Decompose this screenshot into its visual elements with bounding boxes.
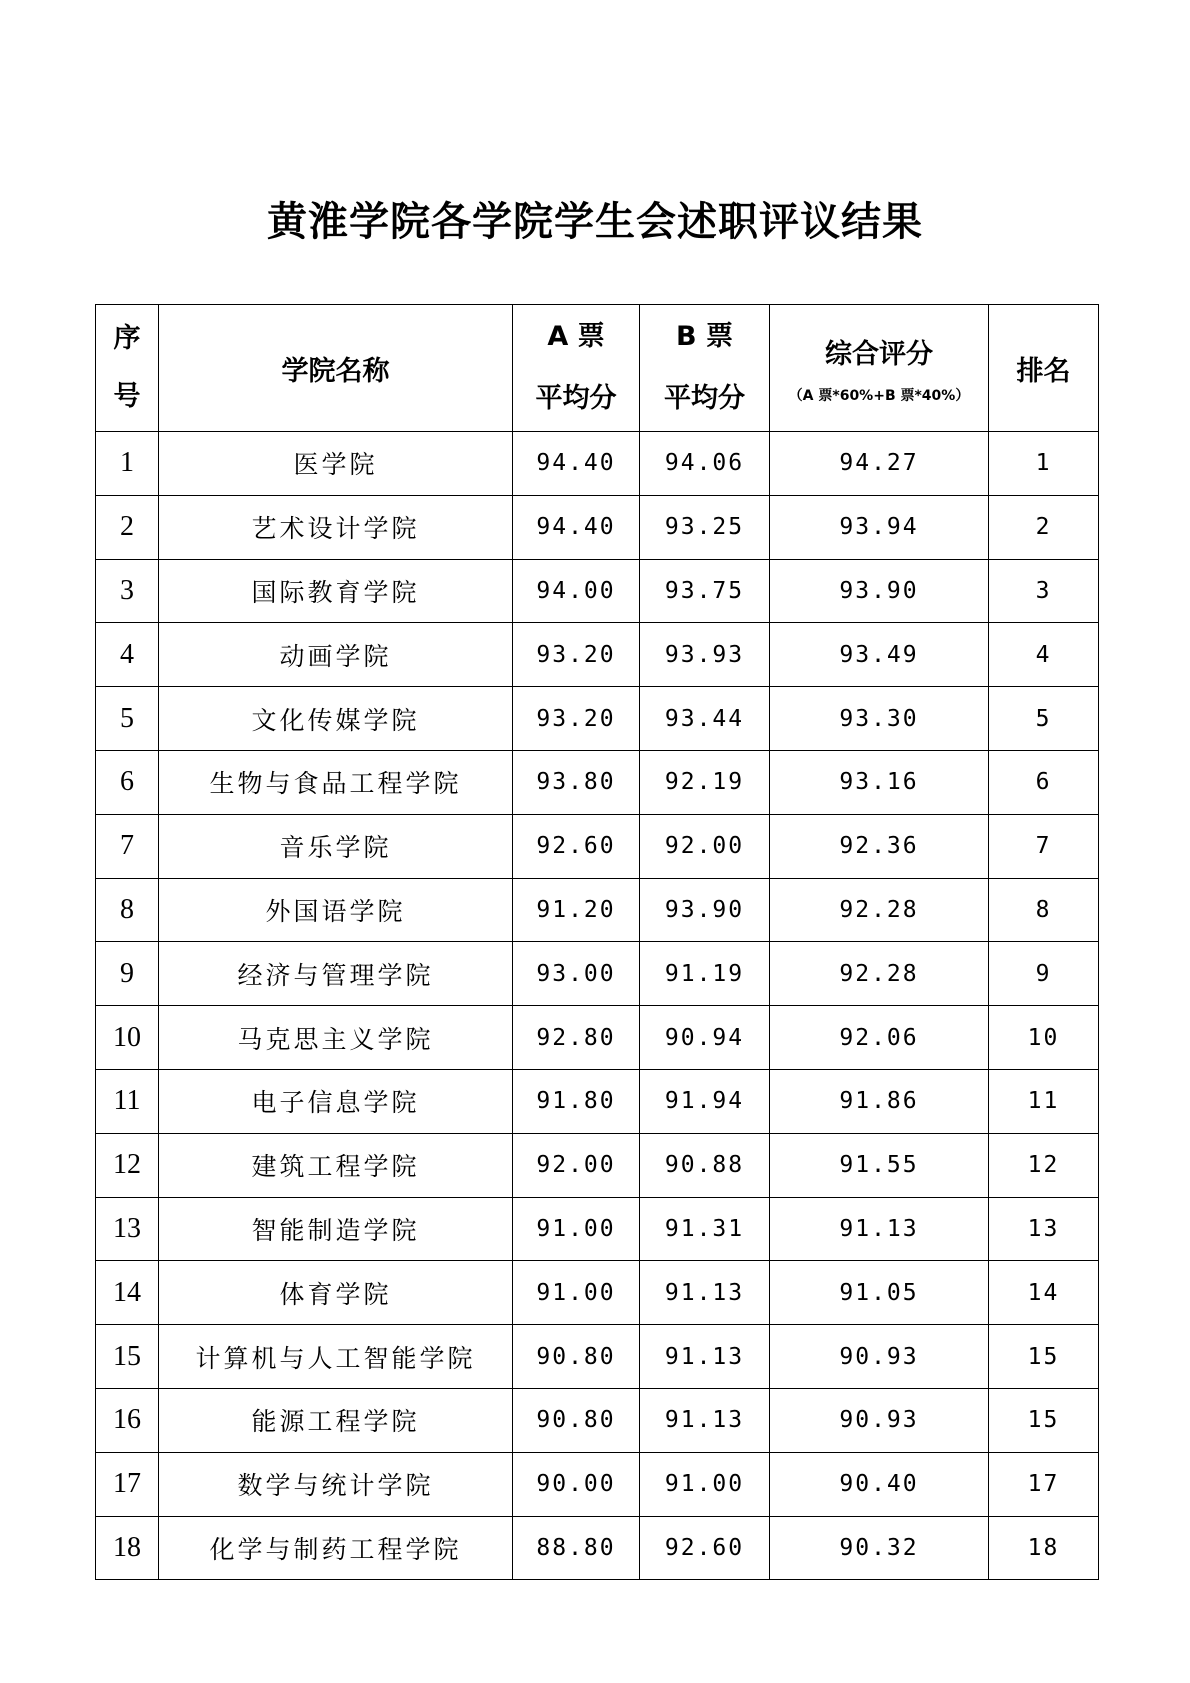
cell-rank: 9 — [989, 942, 1099, 1006]
header-name: 学院名称 — [159, 305, 513, 432]
cell-rank: 15 — [989, 1388, 1099, 1452]
cell-rank: 11 — [989, 1069, 1099, 1133]
cell-a-score: 88.80 — [513, 1516, 640, 1580]
header-rank: 排名 — [989, 305, 1099, 432]
cell-college-name: 音乐学院 — [159, 814, 513, 878]
table-row — [96, 432, 1099, 496]
cell-seq: 15 — [96, 1325, 159, 1389]
cell-b-score: 94.06 — [640, 432, 770, 496]
cell-rank: 3 — [989, 559, 1099, 623]
header-b-score-line1: B 票 — [676, 321, 733, 352]
cell-overall-score: 93.49 — [770, 623, 989, 687]
header-b-score — [640, 305, 770, 432]
table-row — [96, 814, 1099, 878]
cell-rank: 12 — [989, 1133, 1099, 1197]
cell-b-score: 93.25 — [640, 495, 770, 559]
cell-seq: 14 — [96, 1261, 159, 1325]
cell-seq: 1 — [96, 432, 159, 496]
cell-a-score: 90.00 — [513, 1452, 640, 1516]
table-row — [96, 1452, 1099, 1516]
cell-b-score: 92.00 — [640, 814, 770, 878]
table-row — [96, 623, 1099, 687]
cell-b-score: 90.88 — [640, 1133, 770, 1197]
cell-seq: 4 — [96, 623, 159, 687]
table-row — [96, 1388, 1099, 1452]
cell-a-score: 92.00 — [513, 1133, 640, 1197]
cell-b-score: 91.94 — [640, 1069, 770, 1133]
table-row — [96, 495, 1099, 559]
cell-a-score: 92.80 — [513, 1006, 640, 1070]
cell-college-name: 生物与食品工程学院 — [159, 750, 513, 814]
cell-overall-score: 91.55 — [770, 1133, 989, 1197]
cell-seq: 17 — [96, 1452, 159, 1516]
cell-a-score: 94.40 — [513, 432, 640, 496]
cell-overall-score: 90.93 — [770, 1325, 989, 1389]
header-a-score-line2: 平均分 — [535, 383, 617, 414]
cell-college-name: 经济与管理学院 — [159, 942, 513, 1006]
cell-seq: 13 — [96, 1197, 159, 1261]
table-row — [96, 1197, 1099, 1261]
cell-b-score: 91.13 — [640, 1388, 770, 1452]
header-a-score — [513, 305, 640, 432]
cell-overall-score: 92.28 — [770, 942, 989, 1006]
cell-college-name: 国际教育学院 — [159, 559, 513, 623]
cell-a-score: 90.80 — [513, 1325, 640, 1389]
cell-a-score: 90.80 — [513, 1388, 640, 1452]
cell-college-name: 艺术设计学院 — [159, 495, 513, 559]
cell-a-score: 91.00 — [513, 1261, 640, 1325]
cell-seq: 18 — [96, 1516, 159, 1580]
cell-overall-score: 91.05 — [770, 1261, 989, 1325]
table-body — [96, 432, 1099, 1580]
cell-rank: 5 — [989, 687, 1099, 751]
cell-rank: 15 — [989, 1325, 1099, 1389]
cell-rank: 18 — [989, 1516, 1099, 1580]
cell-a-score: 91.00 — [513, 1197, 640, 1261]
cell-overall-score: 93.30 — [770, 687, 989, 751]
table-row — [96, 1325, 1099, 1389]
cell-college-name: 建筑工程学院 — [159, 1133, 513, 1197]
cell-b-score: 91.19 — [640, 942, 770, 1006]
cell-b-score: 91.13 — [640, 1261, 770, 1325]
header-seq-line2: 号 — [113, 381, 141, 412]
cell-b-score: 91.00 — [640, 1452, 770, 1516]
table-row — [96, 1261, 1099, 1325]
cell-a-score: 93.20 — [513, 623, 640, 687]
cell-college-name: 动画学院 — [159, 623, 513, 687]
table-row — [96, 942, 1099, 1006]
table-row — [96, 1006, 1099, 1070]
cell-college-name: 马克思主义学院 — [159, 1006, 513, 1070]
cell-rank: 14 — [989, 1261, 1099, 1325]
header-overall-formula: （A 票*60%+B 票*40%） — [788, 387, 970, 404]
cell-rank: 1 — [989, 432, 1099, 496]
cell-b-score: 93.75 — [640, 559, 770, 623]
cell-rank: 7 — [989, 814, 1099, 878]
cell-b-score: 90.94 — [640, 1006, 770, 1070]
cell-b-score: 92.60 — [640, 1516, 770, 1580]
cell-college-name: 体育学院 — [159, 1261, 513, 1325]
cell-college-name: 能源工程学院 — [159, 1388, 513, 1452]
cell-rank: 4 — [989, 623, 1099, 687]
cell-college-name: 数学与统计学院 — [159, 1452, 513, 1516]
cell-a-score: 92.60 — [513, 814, 640, 878]
cell-overall-score: 92.28 — [770, 878, 989, 942]
cell-overall-score: 91.86 — [770, 1069, 989, 1133]
cell-seq: 12 — [96, 1133, 159, 1197]
header-overall-label: 综合评分 — [825, 338, 933, 370]
results-table — [95, 304, 1099, 1580]
header-overall — [770, 305, 989, 432]
cell-overall-score: 93.94 — [770, 495, 989, 559]
cell-b-score: 91.31 — [640, 1197, 770, 1261]
table-row — [96, 1516, 1099, 1580]
cell-college-name: 文化传媒学院 — [159, 687, 513, 751]
cell-college-name: 智能制造学院 — [159, 1197, 513, 1261]
table-row — [96, 878, 1099, 942]
table-row — [96, 687, 1099, 751]
cell-college-name: 电子信息学院 — [159, 1069, 513, 1133]
header-a-score-line1: A 票 — [547, 321, 605, 352]
cell-rank: 8 — [989, 878, 1099, 942]
cell-rank: 6 — [989, 750, 1099, 814]
cell-seq: 9 — [96, 942, 159, 1006]
cell-a-score: 93.20 — [513, 687, 640, 751]
cell-college-name: 医学院 — [159, 432, 513, 496]
cell-seq: 11 — [96, 1069, 159, 1133]
cell-overall-score: 93.16 — [770, 750, 989, 814]
cell-college-name: 外国语学院 — [159, 878, 513, 942]
cell-overall-score: 93.90 — [770, 559, 989, 623]
table-row — [96, 1069, 1099, 1133]
table-row — [96, 559, 1099, 623]
header-seq — [96, 305, 159, 432]
table-row — [96, 750, 1099, 814]
cell-seq: 5 — [96, 687, 159, 751]
cell-overall-score: 91.13 — [770, 1197, 989, 1261]
cell-a-score: 91.80 — [513, 1069, 640, 1133]
cell-a-score: 94.00 — [513, 559, 640, 623]
cell-overall-score: 90.93 — [770, 1388, 989, 1452]
table-row — [96, 1133, 1099, 1197]
header-b-score-line2: 平均分 — [664, 383, 745, 414]
cell-overall-score: 94.27 — [770, 432, 989, 496]
cell-a-score: 91.20 — [513, 878, 640, 942]
cell-college-name: 计算机与人工智能学院 — [159, 1325, 513, 1389]
cell-a-score: 93.00 — [513, 942, 640, 1006]
cell-b-score: 93.93 — [640, 623, 770, 687]
cell-rank: 2 — [989, 495, 1099, 559]
cell-seq: 2 — [96, 495, 159, 559]
cell-rank: 17 — [989, 1452, 1099, 1516]
cell-overall-score: 92.36 — [770, 814, 989, 878]
cell-seq: 3 — [96, 559, 159, 623]
cell-seq: 10 — [96, 1006, 159, 1070]
cell-overall-score: 90.40 — [770, 1452, 989, 1516]
cell-rank: 13 — [989, 1197, 1099, 1261]
cell-b-score: 91.13 — [640, 1325, 770, 1389]
cell-a-score: 94.40 — [513, 495, 640, 559]
cell-overall-score: 90.32 — [770, 1516, 989, 1580]
cell-b-score: 92.19 — [640, 750, 770, 814]
cell-rank: 10 — [989, 1006, 1099, 1070]
cell-seq: 7 — [96, 814, 159, 878]
cell-seq: 6 — [96, 750, 159, 814]
cell-college-name: 化学与制药工程学院 — [159, 1516, 513, 1580]
cell-seq: 8 — [96, 878, 159, 942]
table-header-row — [96, 305, 1099, 432]
header-seq-line1: 序 — [113, 323, 141, 354]
cell-b-score: 93.44 — [640, 687, 770, 751]
cell-seq: 16 — [96, 1388, 159, 1452]
page-title: 黄淮学院各学院学生会述职评议结果 — [267, 199, 923, 245]
cell-overall-score: 92.06 — [770, 1006, 989, 1070]
cell-a-score: 93.80 — [513, 750, 640, 814]
cell-b-score: 93.90 — [640, 878, 770, 942]
